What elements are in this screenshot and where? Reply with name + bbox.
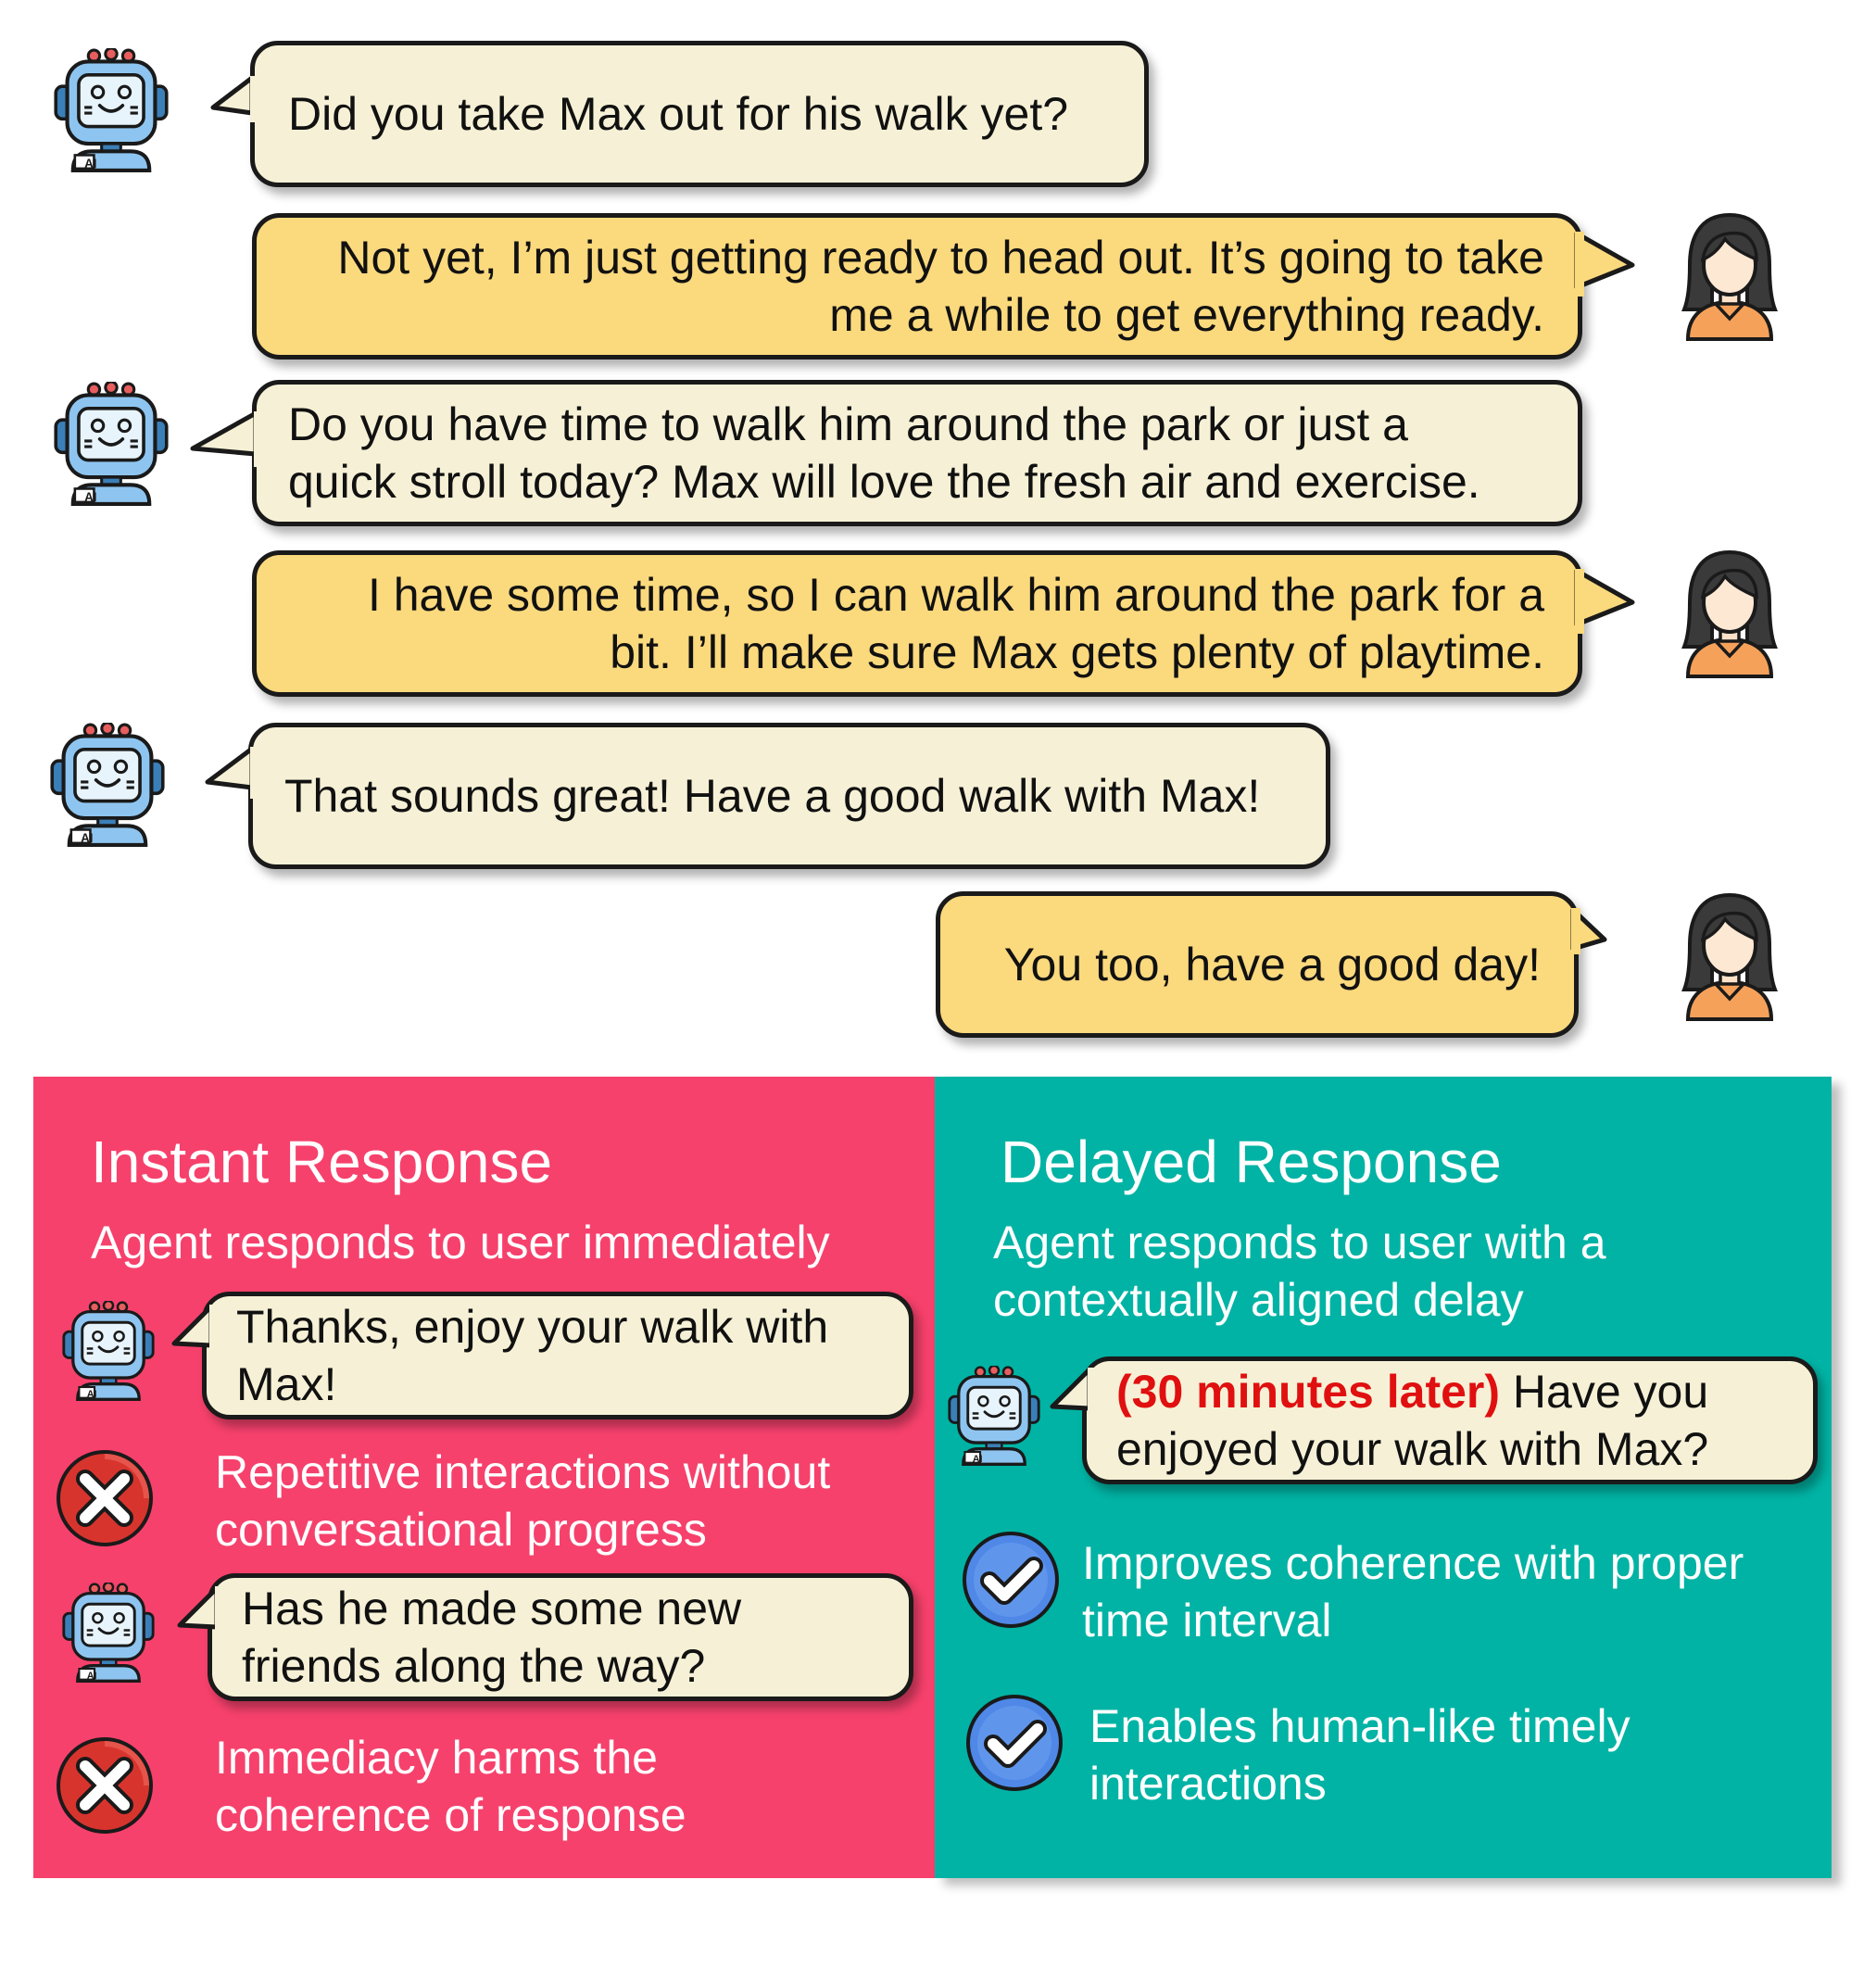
delayed-response-subtitle: Agent responds to user with a contextually aligned delay <box>993 1217 1606 1326</box>
message-text: (30 minutes later) Have you enjoyed your walk with Max? <box>1116 1366 1709 1475</box>
message-text: Has he made some new friends along the way? <box>242 1583 742 1692</box>
robot-icon <box>54 1301 163 1401</box>
x-circle-icon <box>54 1447 156 1549</box>
message-text: I have some time, so I can walk him around the park for a bit. I’ll make sure Max gets plenty of playtime. <box>367 569 1544 678</box>
user-message-3 <box>936 891 1579 1038</box>
robot-icon <box>39 723 176 847</box>
instant-reply-1 <box>202 1292 913 1419</box>
x-circle-icon <box>54 1735 156 1836</box>
delay-tag: (30 minutes later) <box>1116 1366 1501 1418</box>
agent-message-2 <box>252 380 1582 526</box>
instant-response-subtitle: Agent responds to user immediately <box>91 1217 830 1268</box>
delayed-benefit-2: Enables human-like timely interactions <box>1089 1700 1630 1810</box>
message-text: Do you have time to walk him around the park or just a quick stroll today? Max will love the fresh air and exercise. <box>288 398 1480 508</box>
svg-text:AI: AI <box>84 489 97 504</box>
bubble-tail <box>176 1586 220 1633</box>
robot-icon <box>939 1366 1049 1466</box>
instant-reply-2 <box>208 1573 913 1701</box>
bubble-tail <box>1049 1368 1093 1414</box>
woman-user-icon <box>1679 891 1781 1021</box>
bubble-tail <box>170 1305 215 1351</box>
instant-response-title: Instant Response <box>91 1129 553 1195</box>
agent-message-3 <box>248 723 1330 869</box>
delayed-benefit-1: Improves coherence with proper time interval <box>1082 1537 1744 1646</box>
message-text: You too, have a good day! <box>1003 939 1541 990</box>
bubble-tail <box>204 747 256 799</box>
bubble-tail <box>189 411 259 467</box>
check-circle-icon <box>963 1692 1065 1794</box>
bubble-tail <box>1575 569 1640 634</box>
robot-icon <box>43 382 180 506</box>
bubble-tail <box>209 76 256 122</box>
woman-user-icon <box>1679 549 1781 678</box>
svg-text:AI: AI <box>84 156 97 170</box>
message-text: Did you take Max out for his walk yet? <box>288 88 1069 140</box>
svg-text:AI: AI <box>86 1388 97 1400</box>
bubble-tail <box>1571 908 1618 954</box>
message-text: Not yet, I’m just getting ready to head out. It’s going to take me a while to get everything ready. <box>337 232 1544 341</box>
svg-text:AI: AI <box>81 830 94 845</box>
delayed-response-title: Delayed Response <box>1001 1129 1502 1195</box>
robot-icon <box>43 48 180 172</box>
robot-icon <box>54 1583 163 1683</box>
instant-issue-1: Repetitive interactions without conversational progress <box>215 1446 831 1556</box>
bubble-tail <box>1575 232 1640 296</box>
user-message-2 <box>252 550 1582 697</box>
delayed-reply <box>1082 1356 1818 1484</box>
agent-message-1 <box>250 41 1149 187</box>
svg-text:AI: AI <box>86 1670 97 1682</box>
woman-user-icon <box>1679 211 1781 341</box>
instant-issue-2: Immediacy harms the coherence of response <box>215 1732 686 1841</box>
svg-text:AI: AI <box>972 1453 983 1465</box>
user-message-1 <box>252 213 1582 360</box>
message-text: Thanks, enjoy your walk with Max! <box>236 1301 829 1410</box>
message-text: That sounds great! Have a good walk with Max! <box>284 770 1261 822</box>
check-circle-icon <box>960 1529 1062 1631</box>
